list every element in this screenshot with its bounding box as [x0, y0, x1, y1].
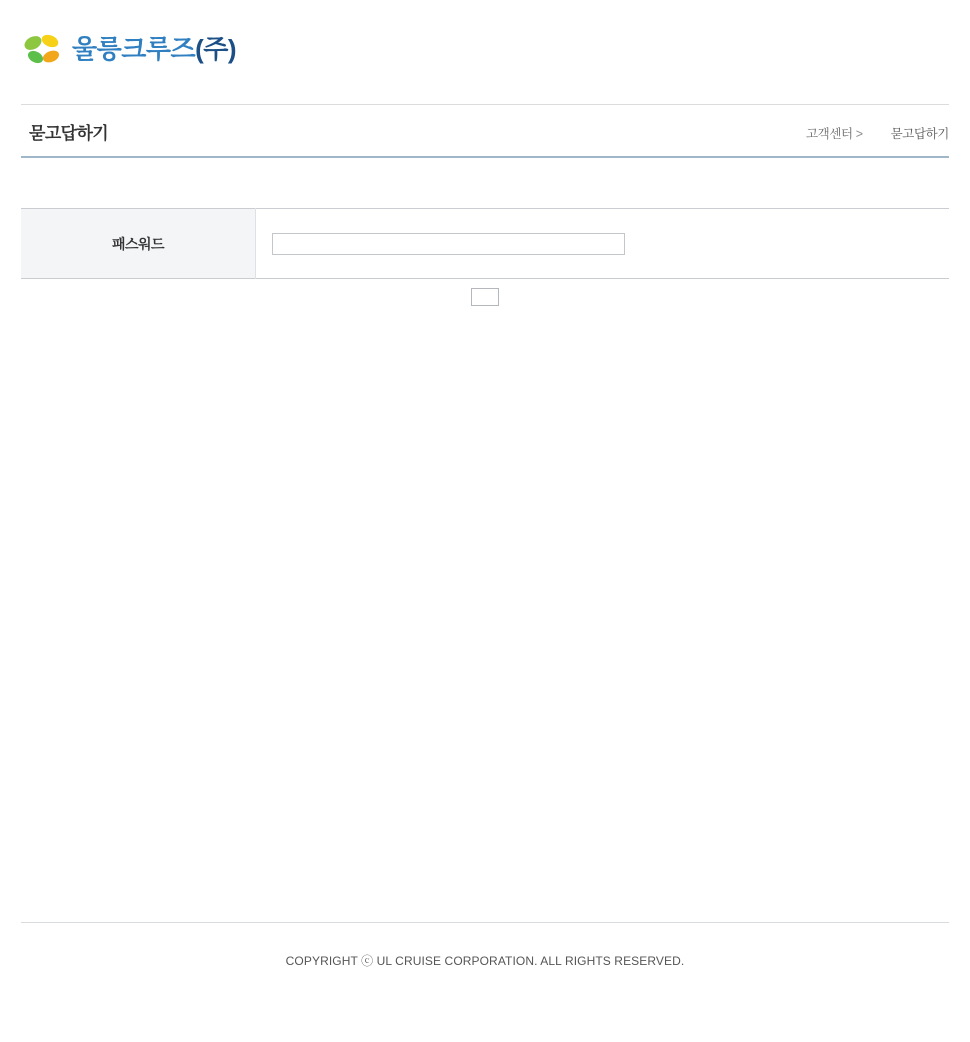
breadcrumb-separator: >	[855, 127, 863, 141]
pinwheel-flower-logo-icon	[21, 28, 63, 70]
site-footer	[21, 922, 949, 969]
password-label: 패스워드	[21, 209, 256, 279]
breadcrumb	[806, 124, 949, 142]
site-logo-link[interactable]	[21, 28, 236, 70]
main-content	[21, 208, 949, 310]
password-field-cell	[256, 209, 950, 279]
brand-name	[72, 36, 236, 62]
form-button-row	[21, 288, 949, 310]
password-form-table	[21, 208, 949, 279]
password-input[interactable]	[272, 233, 625, 255]
copyright-text: COPYRIGHT ⓒ UL CRUISE CORPORATION. ALL RIGHTS RESERVED.	[285, 954, 685, 968]
breadcrumb-parent[interactable]: 고객센터	[806, 127, 853, 141]
brand-name-primary: 울릉크루즈	[72, 34, 196, 64]
page-title-bar	[21, 104, 949, 158]
page-title: 묻고답하기	[29, 124, 109, 143]
site-header	[0, 0, 970, 104]
table-row	[21, 209, 949, 279]
brand-name-suffix: (주)	[195, 34, 237, 64]
submit-button[interactable]	[471, 288, 499, 306]
breadcrumb-current: 묻고답하기	[890, 127, 949, 141]
